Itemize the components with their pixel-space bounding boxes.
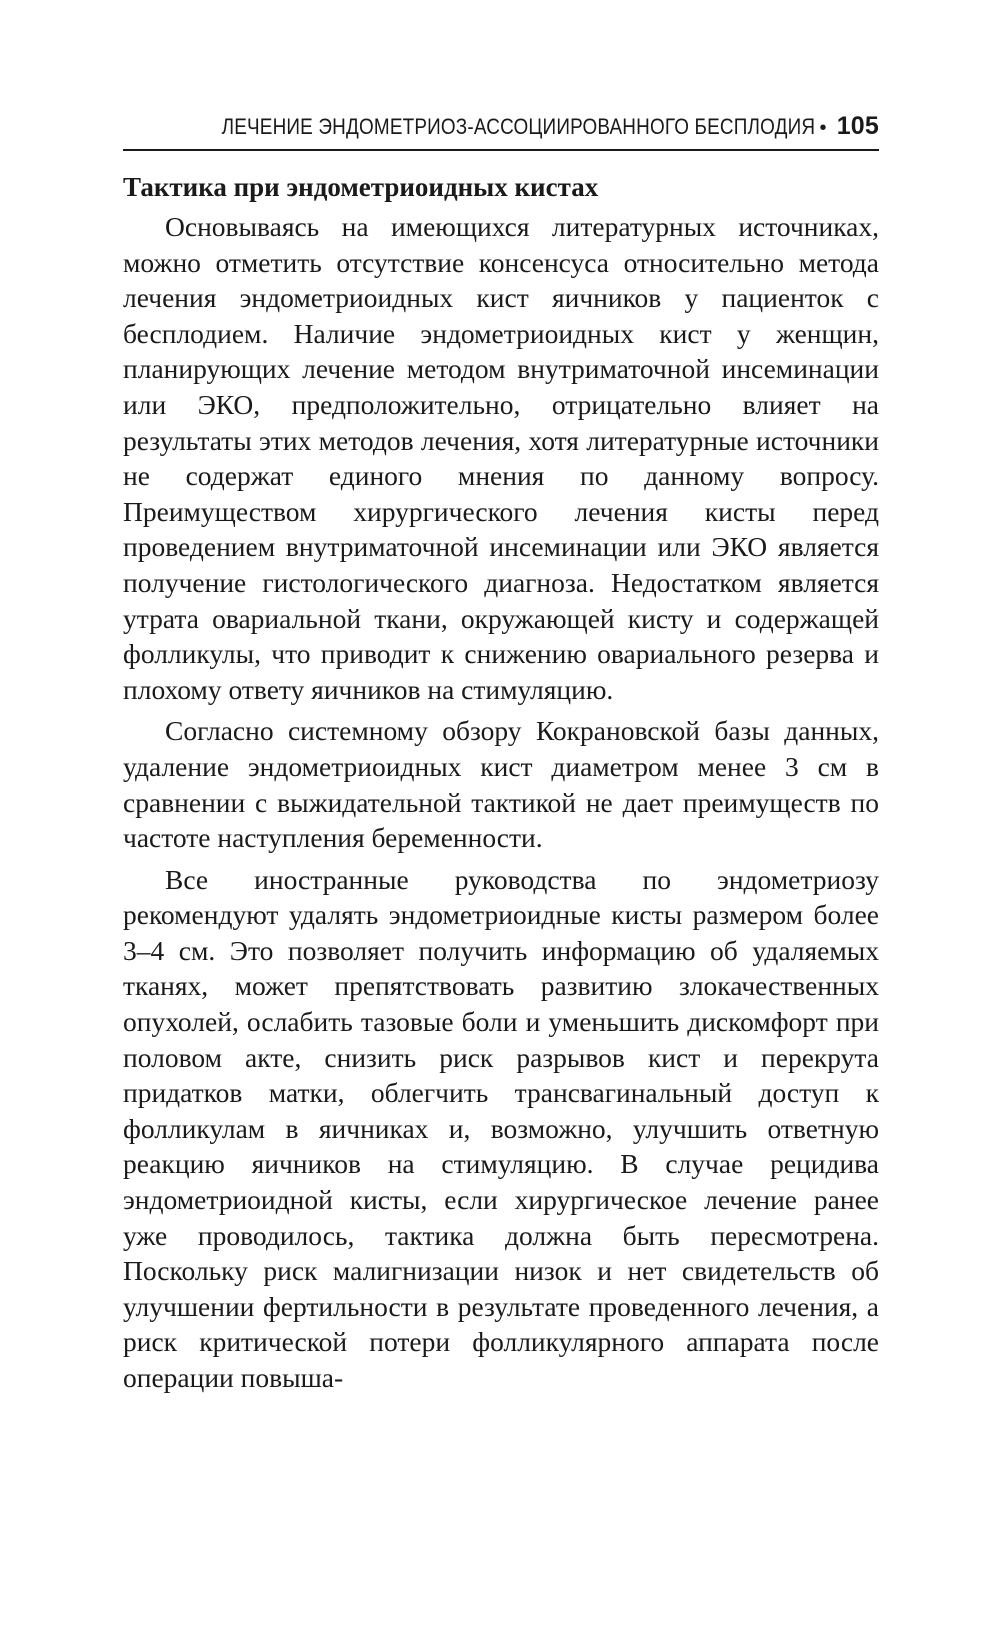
paragraph-3: Все иностранные руководства по эндометриозу рекомендуют удалять эндометриоидные кисты размером более 3–4 см. Это позволяет получить информацию об удаляемых тканях, может препятствовать развитию злокачественных опухолей, ослабить тазовые боли и уменьшить дискомфорт при половом акте, снизить риск разрывов кист и перекрута придатков матки, облегчить трансвагинальный доступ к фолликулам в яичниках и, возможно, улучшить ответную реакцию яичников на стимуляцию. В случае рецидива эндометриоидной кисты, если хирургическое лечение ранее уже проводилось, тактика должна быть пересмотрена. Поскольку риск малигнизации низок и нет свидетельств об улучшении фертильности в результате проведенного лечения, а риск критической потери фолликулярного аппарата после операции повыша- [123, 863, 879, 1393]
running-header [123, 112, 879, 151]
paragraph-1: Основываясь на имеющихся литературных источниках, можно отметить отсутствие консенсуса относительно метода лечения эндометриоидных кист яичников у пациенток с бесплодием. Наличие эндометриоидных кист у женщин, планирующих лечение методом внутриматочной инсеминации или ЭКО, предположительно, отрицательно влияет на результаты этих методов лечения, хотя литературные источники не содержат единого мнения по данному вопросу. Преимуществом хирургического лечения кисты перед проведением внутриматочной инсеминации или ЭКО является получение гистологического диагноза. Недостатком является утрата овариальной ткани, окружающей кисту и содержащей фолликулы, что приводит к снижению овариального резерва и плохому ответу яичников на стимуляцию. [123, 211, 879, 705]
paragraph-2: Согласно системному обзору Кокрановской базы данных, удаление эндометриоидных кист диаметром менее 3 см в сравнении с выжидательной тактикой не дает преимуществ по частоте наступления беременности. [123, 715, 879, 854]
book-page [123, 112, 879, 1402]
running-title: ЛЕЧЕНИЕ ЭНДОМЕТРИОЗ-АССОЦИИРОВАННОГО БЕСПЛОДИЯ [221, 114, 816, 139]
section-heading: Тактика при эндометриоидных кистах [123, 172, 599, 202]
page-number: 105 [836, 112, 879, 140]
header-bullet: • [819, 117, 827, 139]
